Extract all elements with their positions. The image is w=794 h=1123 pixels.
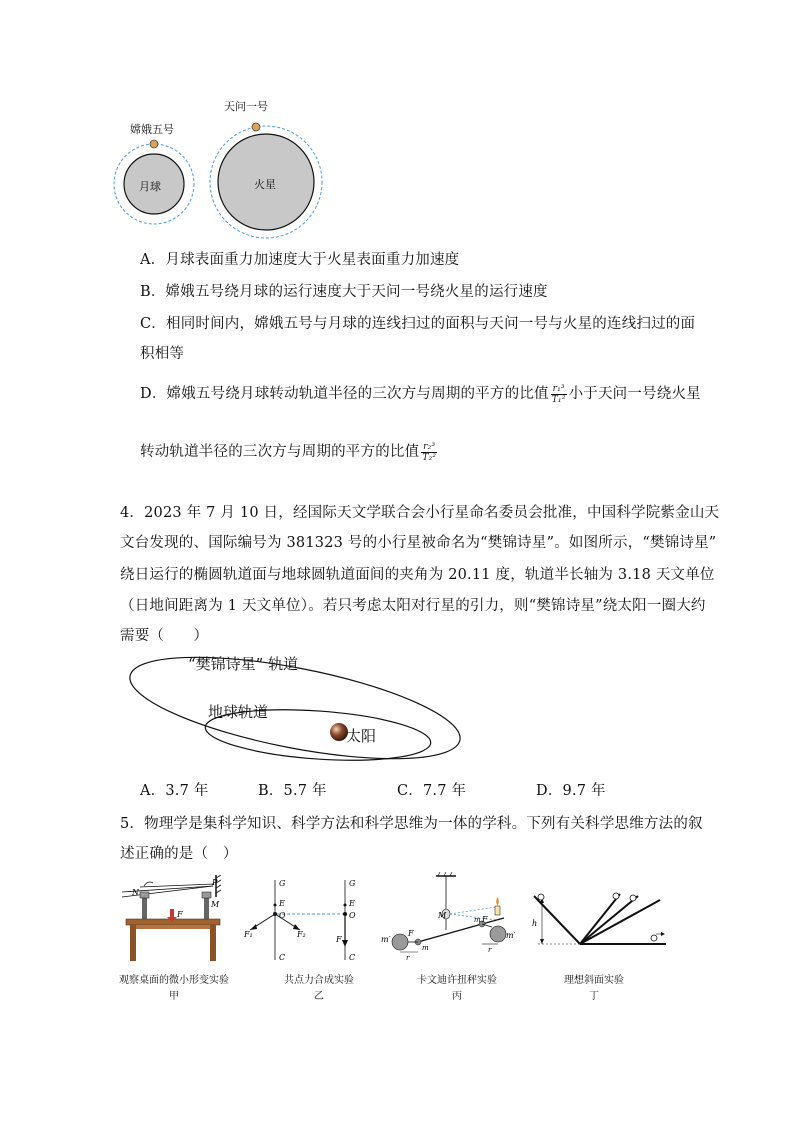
- asteroid-orbit-label: “樊锦诗星” 轨道: [188, 655, 299, 673]
- q3-option-d-line2: [140, 440, 439, 463]
- figure-ding-caption: 理想斜面实验: [564, 975, 624, 986]
- q3-option-c-line2: 积相等: [140, 346, 185, 362]
- q4-option-b: B．5.7 年: [258, 783, 327, 799]
- svg-text:F₂: F₂: [297, 930, 306, 939]
- figure-bing: [378, 872, 526, 964]
- figure-jia-tag: 甲: [169, 991, 179, 1002]
- svg-text:E: E: [279, 899, 285, 908]
- q3-option-d-text3: 转动轨道半径的三次方与周期的平方的比值: [140, 444, 420, 460]
- q4-line-1: 4．2023 年 7 月 10 日，经国际天文学联合会小行星命名委员会批准，中国科学院紫金山天: [120, 505, 720, 521]
- sun-label: 太阳: [346, 727, 377, 745]
- change5-label: 嫦娥五号: [130, 123, 174, 136]
- figure-jia: [118, 875, 230, 965]
- fraction-r1-t1: $\frac{\text{r₁³}}{\text{T₁²}}$: [551, 383, 566, 405]
- svg-text:F: F: [408, 929, 414, 938]
- svg-text:m: m: [474, 916, 481, 924]
- figure-jia-caption: 观察桌面的微小形变实验: [119, 975, 229, 986]
- svg-text:r: r: [406, 954, 410, 962]
- svg-text:M: M: [211, 900, 220, 909]
- tianwen1-probe: [252, 123, 260, 131]
- q3-option-a: A．月球表面重力加速度大于火星表面重力加速度: [140, 252, 460, 268]
- q5-line-2: 述正确的是（ ）: [120, 846, 238, 862]
- q4-line-5: 需要（ ）: [120, 628, 209, 644]
- fraction-r2-t2: $\frac{\text{r₂³}}{\text{T₂²}}$: [422, 441, 437, 463]
- svg-text:O: O: [349, 911, 356, 920]
- q4-line-2: 文台发现的、国际编号为 381323 号的小行星被命名为“樊锦诗星”。如图所示，“樊锦诗星”: [120, 535, 717, 551]
- q3-option-d-text1: D．嫦娥五号绕月球转动轨道半径的三次方与周期的平方的比值: [140, 386, 549, 402]
- svg-text:C: C: [349, 953, 356, 962]
- svg-text:E: E: [349, 899, 355, 908]
- q4-line-4: （日地间距离为 1 天文单位）。若只考虑太阳对行星的引力，则“樊锦诗星”绕太阳一圈大约: [120, 598, 706, 614]
- figure-bing-tag: 丙: [452, 991, 462, 1002]
- q3-option-b: B．嫦娥五号绕月球的运行速度大于天问一号绕火星的运行速度: [140, 284, 548, 300]
- figure-yi-tag: 乙: [314, 991, 324, 1002]
- svg-text:r: r: [488, 946, 492, 954]
- moon-label: 月球: [139, 180, 161, 193]
- q3-option-d-line1: [140, 382, 701, 405]
- svg-text:G: G: [349, 879, 356, 888]
- q3-option-d-text2: 小于天问一号绕火星: [568, 386, 701, 402]
- svg-text:F₁: F₁: [244, 930, 253, 939]
- svg-text:m′: m′: [506, 931, 516, 940]
- orbit-figure: [110, 92, 330, 242]
- figure-ding: [528, 886, 668, 948]
- mars-label: 火星: [254, 178, 276, 191]
- figure-ding-tag: 丁: [589, 991, 599, 1002]
- change5-probe: [150, 140, 158, 148]
- q5-line-1: 5．物理学是集科学知识、科学方法和科学思维为一体的学科。下列有关科学思维方法的叙: [120, 816, 703, 832]
- figure-bing-caption: 卡文迪许扭秤实验: [417, 975, 497, 986]
- svg-text:P: P: [212, 878, 218, 887]
- svg-text:G: G: [279, 879, 286, 888]
- svg-text:m′: m′: [381, 935, 391, 944]
- earth-orbit-label: 地球轨道: [208, 703, 269, 721]
- q4-option-d: D．9.7 年: [536, 783, 606, 799]
- q3-option-c-line1: C．相同时间内，嫦娥五号与月球的连线扫过的面积与天问一号与火星的连线扫过的面: [140, 316, 696, 332]
- svg-text:M: M: [438, 911, 447, 920]
- q4-option-c: C．7.7 年: [397, 783, 467, 799]
- q4-option-a: A．3.7 年: [140, 783, 209, 799]
- svg-text:F: F: [336, 935, 342, 944]
- svg-text:C: C: [279, 953, 286, 962]
- figure-yi: [242, 872, 368, 962]
- svg-text:F: F: [482, 915, 488, 924]
- svg-text:h: h: [532, 919, 538, 928]
- svg-text:m: m: [422, 944, 429, 952]
- tianwen1-label: 天问一号: [224, 100, 268, 113]
- q4-line-3: 绕日运行的椭圆轨道面与地球圆轨道面间的夹角为 20.11 度，轨道半长轴为 3.18 天文单位: [120, 567, 715, 583]
- figure-yi-caption: 共点力合成实验: [284, 975, 354, 986]
- svg-text:N: N: [132, 888, 139, 897]
- svg-text:F: F: [177, 910, 183, 919]
- svg-text:O: O: [279, 911, 286, 920]
